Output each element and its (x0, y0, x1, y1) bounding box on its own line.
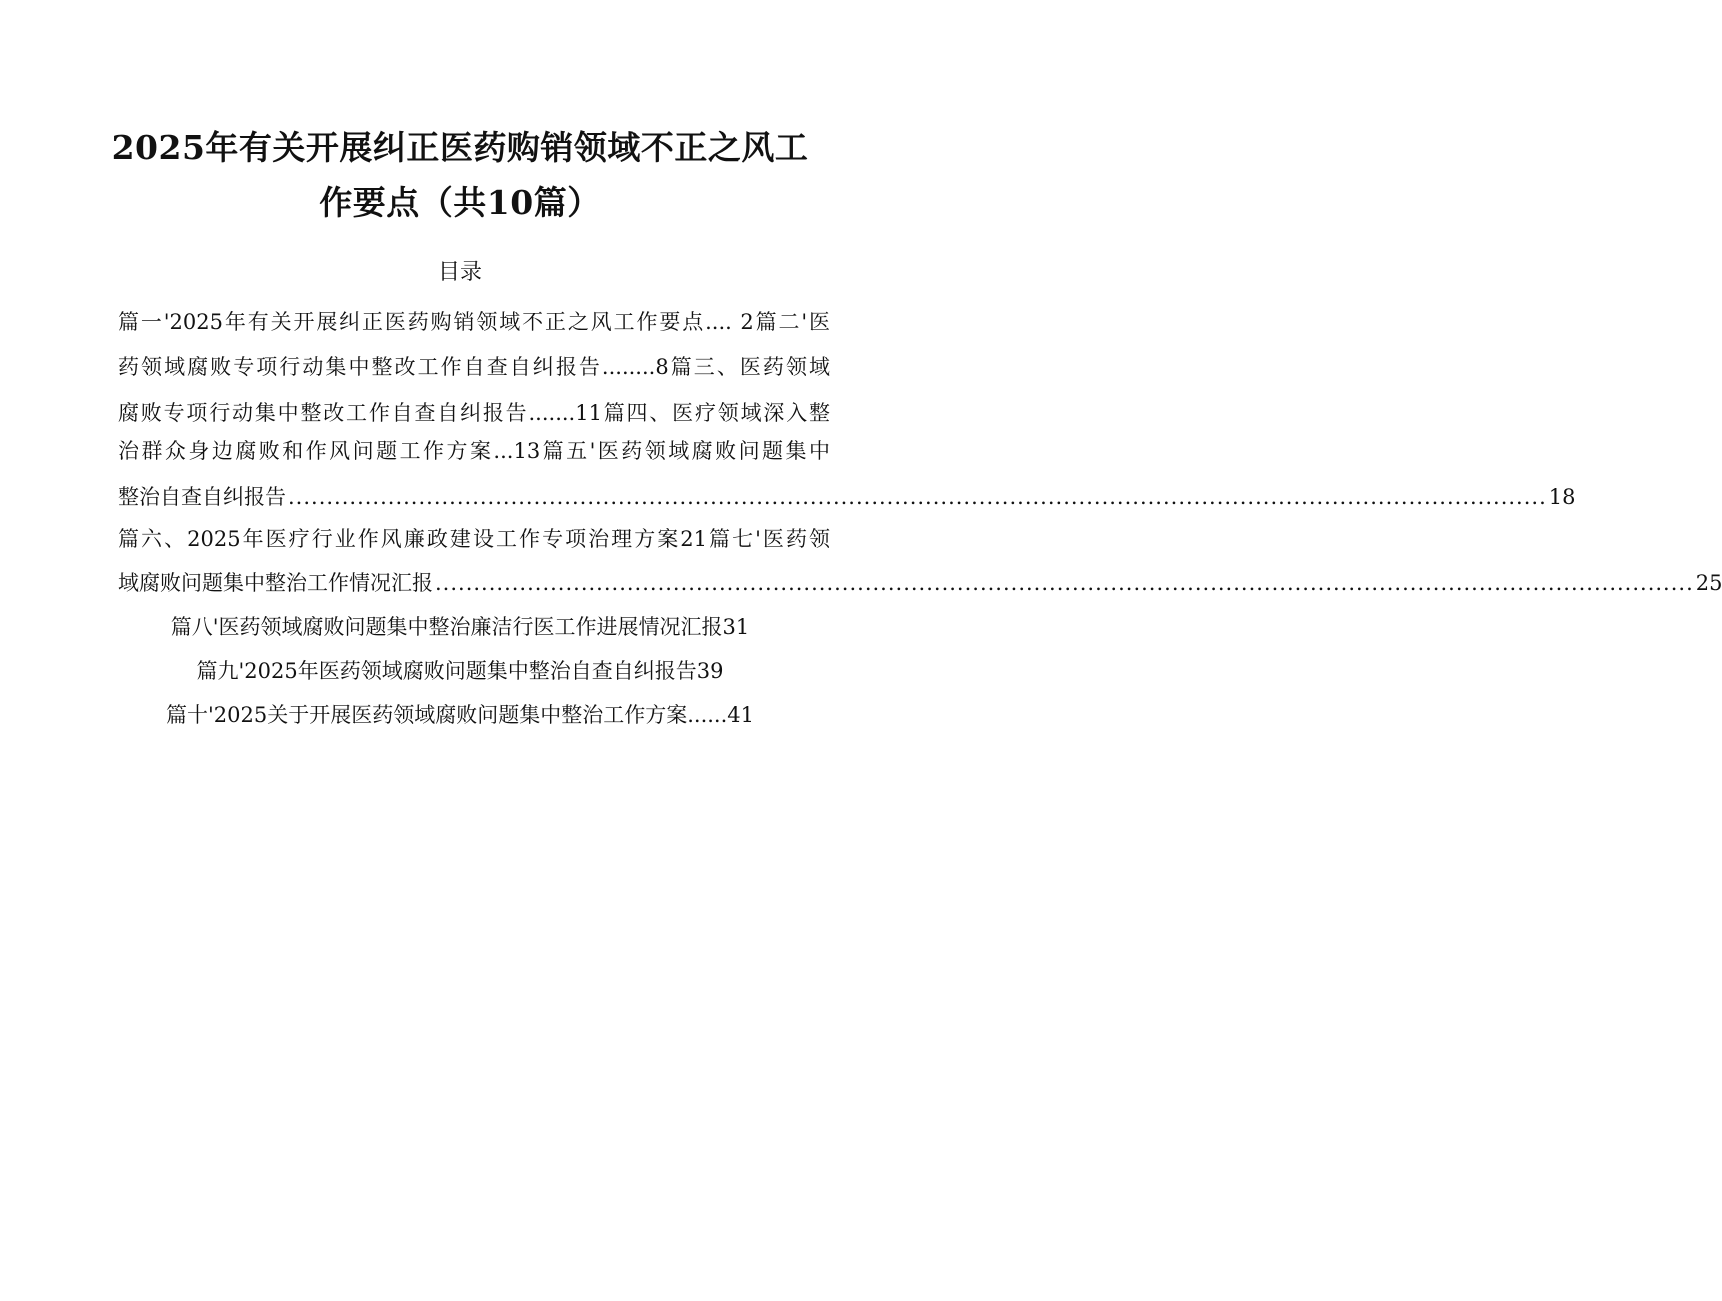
toc-heading: 目录 (437, 260, 482, 285)
toc-line[interactable]: 篇一'2025年有关开展纠正医药购销领域不正之风工作要点.... 2篇二'医 (118, 310, 830, 334)
toc-entry-text: 域腐败问题集中整治工作情况汇报 (118, 571, 433, 595)
toc-page-number: 25 (1695, 571, 1722, 595)
toc-page-number: 18 (1548, 485, 1576, 509)
toc-line[interactable]: 篇六、2025年医疗行业作风廉政建设工作专项治理方案21篇七'医药领 (118, 527, 830, 551)
toc-line-with-leader[interactable] (118, 482, 1576, 512)
toc-line[interactable]: 治群众身边腐败和作风问题工作方案...13篇五'医药领域腐败问题集中 (118, 439, 830, 463)
toc-line-with-leader[interactable] (118, 568, 1722, 598)
toc-line[interactable]: 药领域腐败专项行动集中整改工作自查自纠报告........8篇三、医药领域 (118, 355, 830, 379)
document-title-line-2: 作要点（共10篇） (319, 183, 601, 222)
toc-line[interactable]: 篇八'医药领域腐败问题集中整治廉洁行医工作进展情况汇报31 (170, 615, 750, 639)
toc-line[interactable]: 篇九'2025年医药领域腐败问题集中整治自查自纠报告39 (196, 659, 724, 683)
document-title-line-1: 2025年有关开展纠正医药购销领域不正之风工 (111, 128, 809, 167)
toc-line[interactable]: 腐败专项行动集中整改工作自查自纠报告.......11篇四、医疗领域深入整 (118, 401, 830, 425)
dot-leader: .................................................................................................................................................................... (288, 485, 1547, 509)
toc-line[interactable]: 篇十'2025关于开展医药领域腐败问题集中整治工作方案......41 (166, 703, 754, 727)
dot-leader: .................................................................................................................................................................... (435, 571, 1694, 595)
toc-entry-text: 整治自查自纠报告 (118, 485, 286, 509)
